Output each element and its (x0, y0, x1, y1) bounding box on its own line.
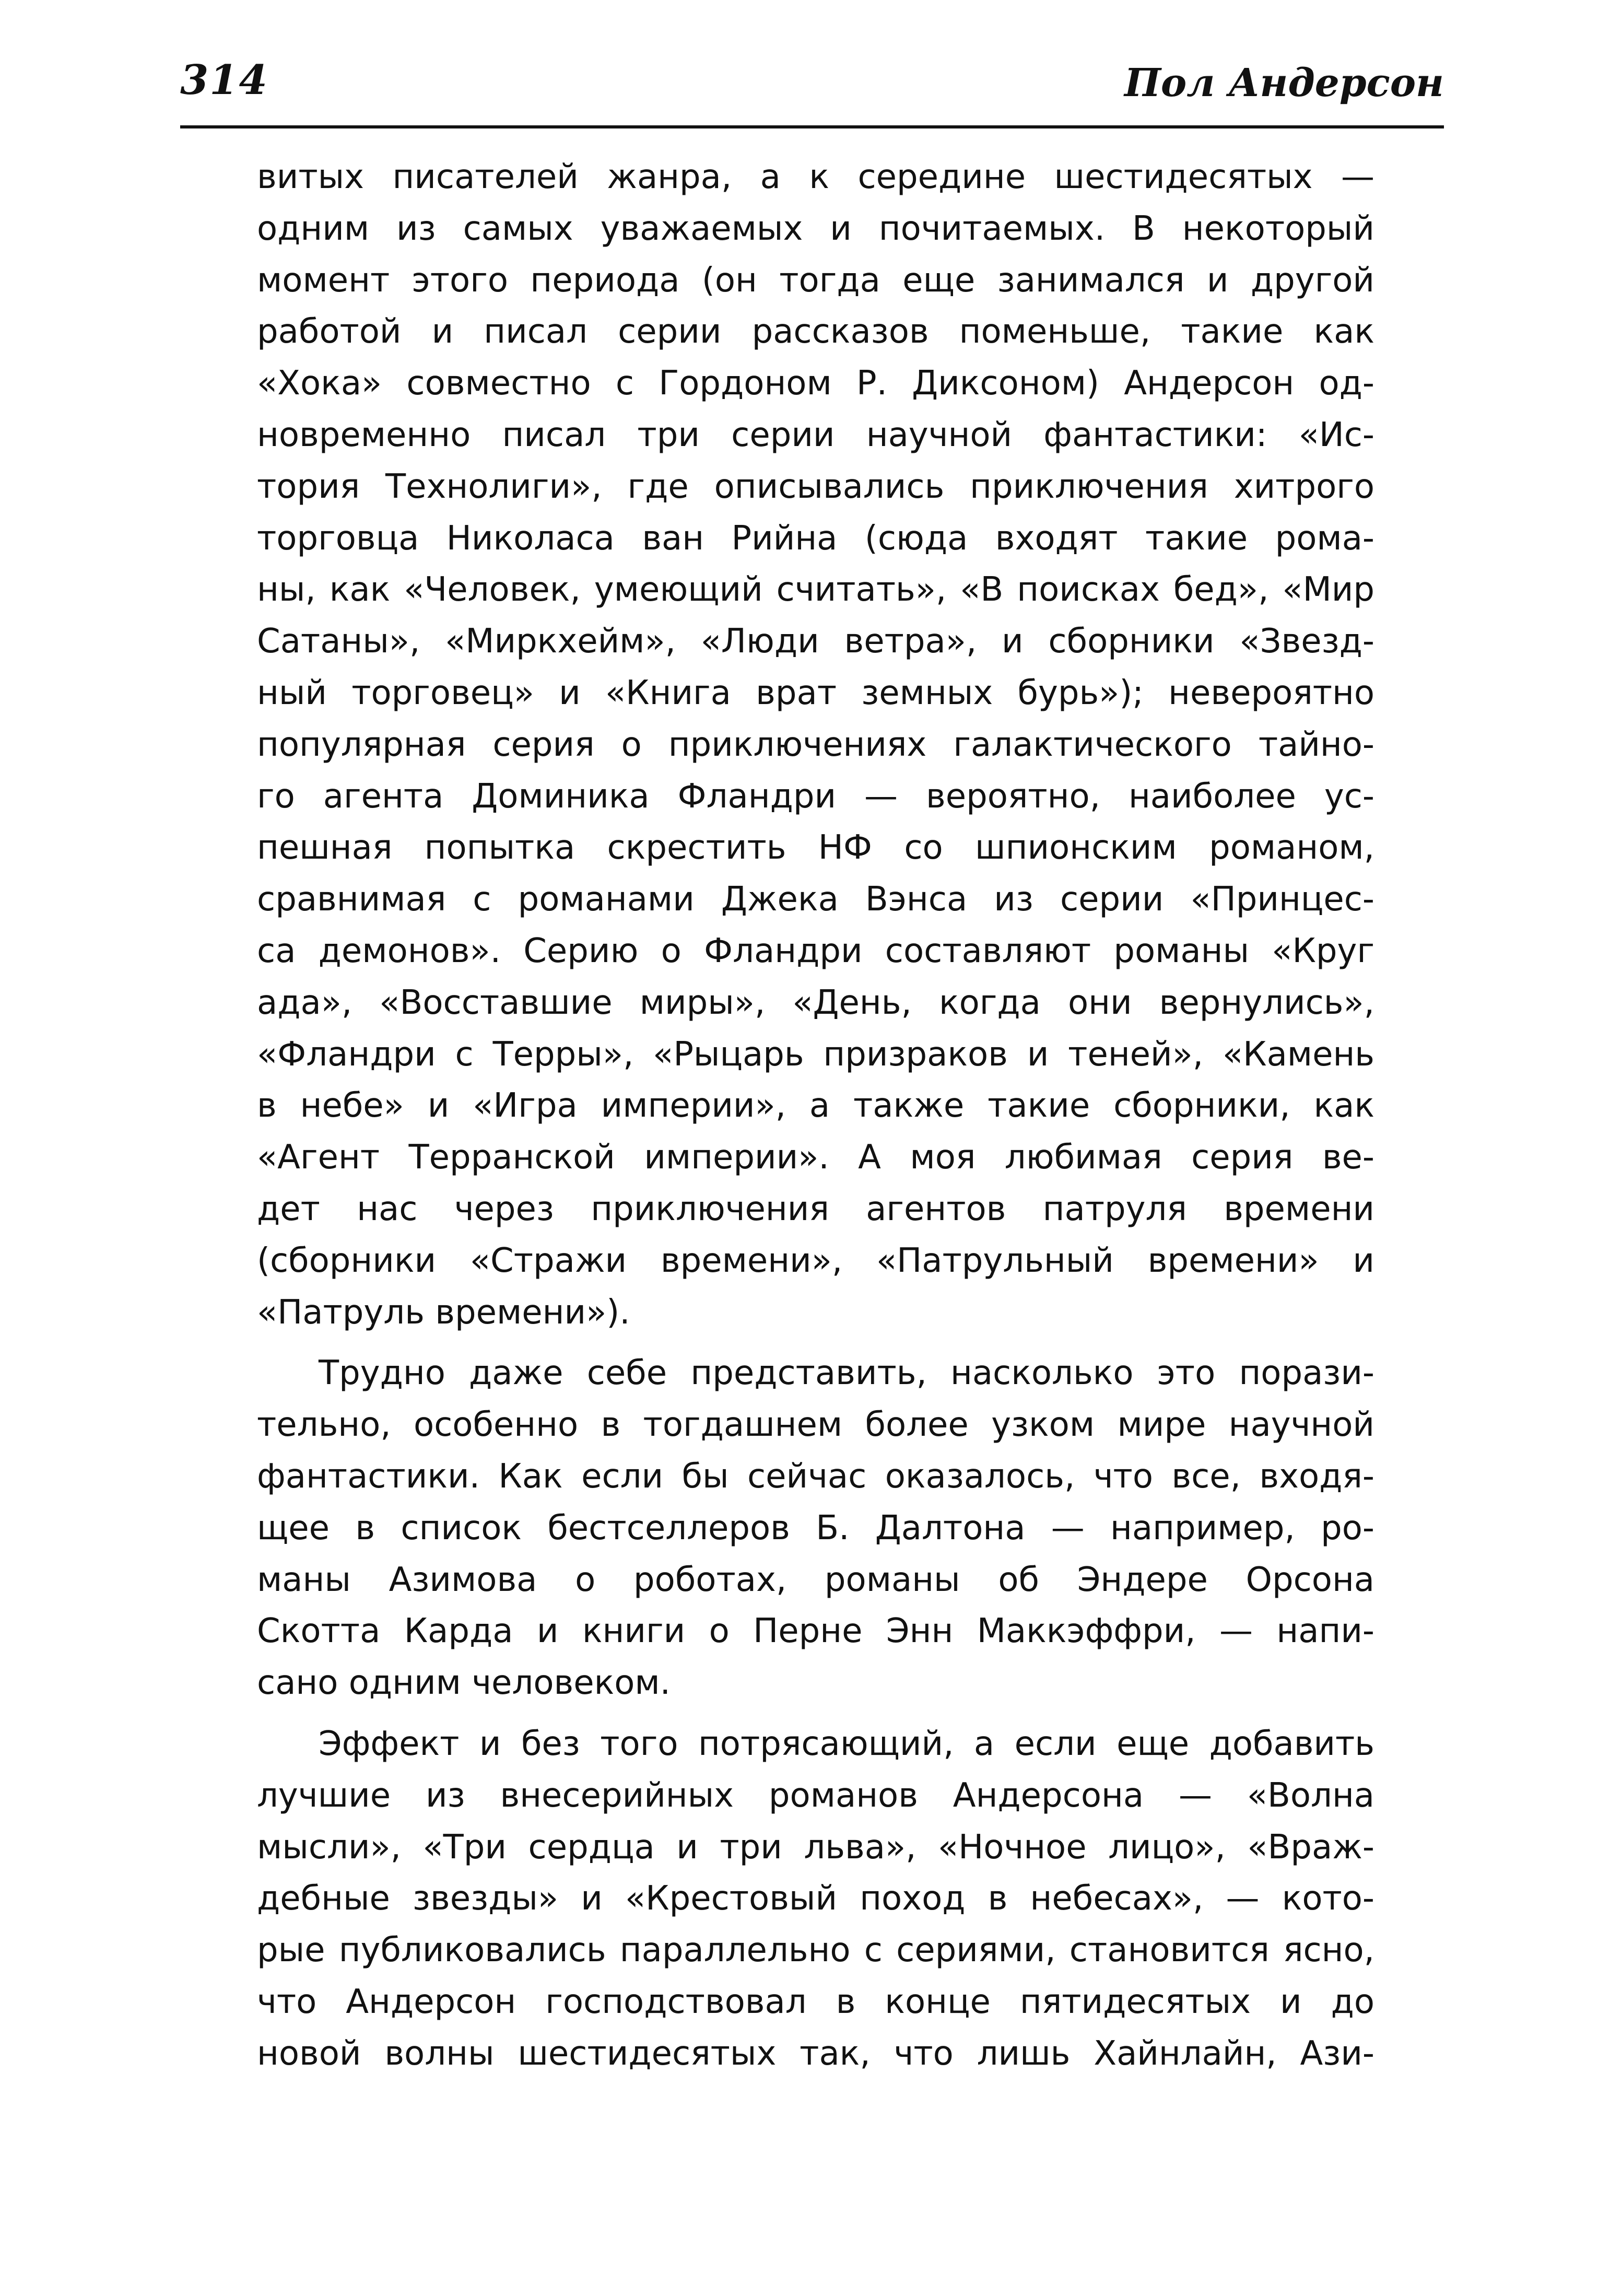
text-line: пешная попытка скрестить НФ со шпионским романом, (257, 828, 1374, 868)
text-line: ный торговец» и «Книга врат земных бурь»); невероятно (257, 673, 1374, 712)
text-line: «Фландри с Терры», «Рыцарь призраков и теней», «Камень (257, 1035, 1374, 1074)
text-line: са демонов». Серию о Фландри составляют романы «Круг (257, 931, 1374, 970)
text-line: ны, как «Человек, умеющий считать», «В поисках бед», «Мир (257, 570, 1374, 610)
text-line: Сатаны», «Миркхейм», «Люди ветра», и сборники «Звезд- (257, 622, 1374, 661)
text-line: «Патруль времени»). (257, 1293, 630, 1332)
text-line: Трудно даже себе представить, насколько это порази- (319, 1354, 1374, 1393)
text-line: что Андерсон господствовал в конце пятидесятых и до (257, 1982, 1374, 2021)
text-line: сравнимая с романами Джека Вэнса из серии «Принцес- (257, 880, 1374, 919)
text-line: дет нас через приключения агентов патруля времени (257, 1189, 1374, 1228)
text-line: фантастики. Как если бы сейчас оказалось, что все, входя- (257, 1457, 1374, 1496)
text-line: (сборники «Стражи времени», «Патрульный времени» и (257, 1241, 1374, 1280)
text-line: ада», «Восставшие миры», «День, когда они вернулись», (257, 983, 1374, 1022)
paragraph-1 (257, 151, 1374, 1338)
text-line: работой и писал серии рассказов поменьше, такие как (257, 312, 1374, 352)
text-line: рые публиковались параллельно с сериями, становится ясно, (257, 1931, 1374, 1970)
text-line: Эффект и без того потрясающий, а если еще добавить (319, 1724, 1374, 1763)
text-line: маны Азимова о роботах, романы об Эндере Орсона (257, 1560, 1374, 1599)
text-line: в небе» и «Игра империи», а также такие сборники, как (257, 1086, 1374, 1126)
text-line: новой волны шестидесятых так, что лишь Хайнлайн, Ази- (257, 2034, 1374, 2073)
page-number: 314 (180, 56, 268, 104)
paragraph-3 (257, 1718, 1374, 2080)
text-line: «Агент Терранской империи». А моя любимая серия ве- (257, 1138, 1374, 1177)
text-line: одним из самых уважаемых и почитаемых. В некоторый (257, 209, 1374, 248)
text-line: торговца Николаса ван Рийна (сюда входят такие рома- (257, 519, 1374, 558)
text-line: новременно писал три серии научной фантастики: «Ис- (257, 415, 1374, 454)
text-line: Скотта Карда и книги о Перне Энн Маккэффри, — напи- (257, 1612, 1374, 1651)
running-head-author: Пол Андерсон (1124, 61, 1444, 106)
text-line: момент этого периода (он тогда еще занимался и другой (257, 261, 1374, 300)
text-line: тельно, особенно в тогдашнем более узком мире научной (257, 1405, 1374, 1445)
text-line: го агента Доминика Фландри — вероятно, наиболее ус- (257, 777, 1374, 816)
text-line: дебные звезды» и «Крестовый поход в небесах», — кото- (257, 1879, 1374, 1918)
header-rule (180, 125, 1444, 128)
running-head (180, 56, 1444, 114)
text-line: витых писателей жанра, а к середине шестидесятых — (257, 158, 1374, 196)
text-line: щее в список бестселлеров Б. Далтона — например, ро- (257, 1508, 1374, 1548)
text-line: «Хока» совместно с Гордоном Р. Диксоном) Андерсон од- (257, 364, 1374, 403)
text-line: лучшие из внесерийных романов Андерсона — «Волна (257, 1776, 1374, 1815)
text-line: тория Технолиги», где описывались приключения хитрого (257, 467, 1374, 506)
body-text (257, 151, 1374, 2079)
text-line: сано одним человеком. (257, 1664, 671, 1703)
paragraph-2 (257, 1348, 1374, 1709)
text-line: популярная серия о приключениях галактического тайно- (257, 725, 1374, 764)
text-line: мысли», «Три сердца и три льва», «Ночное лицо», «Враж- (257, 1828, 1374, 1867)
